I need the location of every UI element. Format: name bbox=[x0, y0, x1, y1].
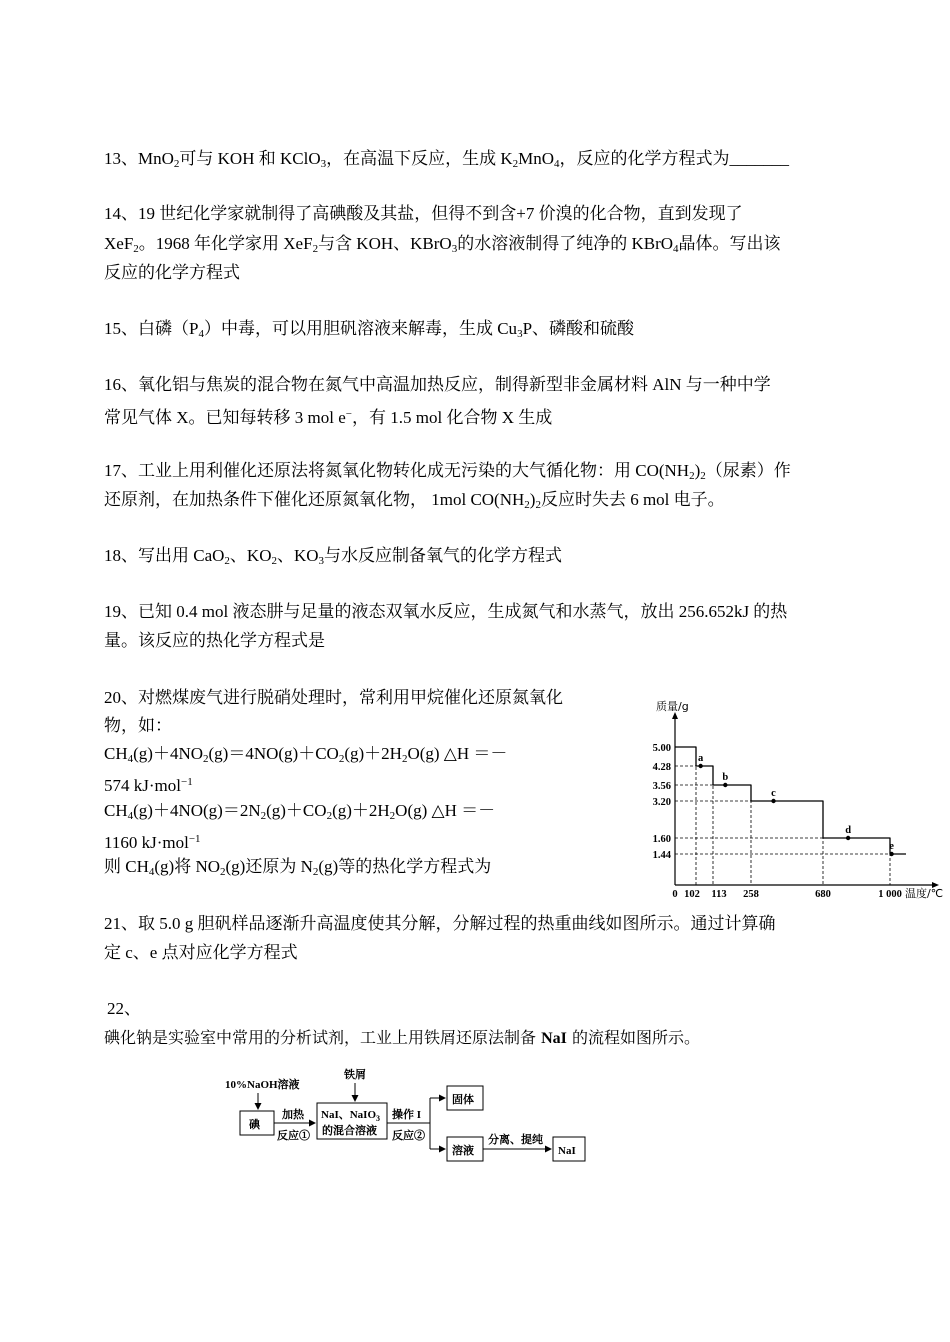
subscript: 2 bbox=[271, 555, 277, 567]
superscript: − bbox=[345, 408, 352, 420]
subscript: 2 bbox=[524, 499, 530, 511]
x-axis-label: 温度/℃ bbox=[905, 887, 944, 900]
data-point bbox=[889, 852, 893, 856]
q14-text: XeF bbox=[104, 234, 134, 253]
q18-text: 、KO bbox=[229, 546, 272, 565]
subscript: 2 bbox=[389, 810, 396, 822]
q21-text: 21、取 5.0 g 胆矾样品逐渐升高温度使其分解，分解过程的热重曲线如图所示。通过计算确 bbox=[104, 914, 776, 933]
point-label: e bbox=[889, 841, 894, 852]
q17-text: 还原剂，在加热条件下催化还原氮氧化物， 1mol CO(NH bbox=[104, 490, 525, 509]
question-14-line-3 bbox=[104, 262, 240, 284]
question-19-line-1 bbox=[104, 601, 787, 623]
subscript: 4 bbox=[148, 866, 155, 878]
question-17-line-2 bbox=[104, 489, 725, 516]
y-tick-label: 5.00 bbox=[652, 743, 671, 754]
nai-label: NaI bbox=[558, 1145, 576, 1157]
q20-text: (g)＋2H bbox=[332, 801, 390, 820]
y-tick-label: 3.56 bbox=[652, 781, 671, 792]
thermogravimetric-chart bbox=[640, 697, 948, 907]
subscript: 3 bbox=[318, 555, 325, 567]
naoh-label: 10%NaOH溶液 bbox=[225, 1079, 300, 1091]
q14-text: 与含 KOH、KBrO bbox=[318, 234, 452, 253]
y-tick-label: 4.28 bbox=[652, 762, 671, 773]
q13-text: ，反应的化学方程式为_______ bbox=[559, 149, 790, 168]
question-14-line-1 bbox=[104, 203, 743, 225]
q15-text: 15、白磷（P bbox=[104, 319, 199, 338]
subscript: 3 bbox=[376, 1114, 381, 1123]
q20-text: (g)＋4NO bbox=[133, 744, 204, 763]
question-19-line-2 bbox=[104, 630, 325, 652]
subscript: 2 bbox=[312, 243, 319, 255]
q20-text: 574 kJ·mol bbox=[104, 776, 181, 795]
y-axis-label: 质量/g bbox=[656, 700, 689, 713]
q16-text: ，有 1.5 mol 化合物 X 生成 bbox=[352, 408, 553, 427]
q14-text: 反应的化学方程式 bbox=[104, 263, 240, 282]
question-14-line-2 bbox=[104, 233, 781, 260]
q20-text: (g)将 NO bbox=[154, 857, 221, 876]
q20-text: 1160 kJ·mol bbox=[104, 833, 189, 852]
q20-text: O(g) △H ＝－ bbox=[395, 801, 496, 820]
chart-marks bbox=[653, 743, 906, 900]
x-tick-label: 1 000 bbox=[878, 889, 902, 900]
subscript: 2 bbox=[203, 753, 209, 765]
question-20-equation-2 bbox=[104, 800, 495, 827]
q19-text: 量。该反应的热化学方程式是 bbox=[104, 631, 325, 650]
question-20-equation-1 bbox=[104, 743, 507, 770]
q20-text: (g)＝4NO(g)＋CO bbox=[208, 744, 339, 763]
q14-text: 晶体。写出该 bbox=[678, 234, 781, 253]
subscript: 2 bbox=[224, 555, 230, 567]
question-17-line-1 bbox=[104, 460, 791, 487]
subscript: 2 bbox=[535, 499, 541, 511]
q17-text: 17、工业上用利催化还原法将氮氧化物转化成无污染的大气循化物：用 CO(NH bbox=[104, 461, 690, 480]
question-15 bbox=[104, 318, 634, 345]
operation-label: 操作 I bbox=[392, 1109, 422, 1121]
q20-text: CH bbox=[104, 744, 128, 763]
subscript: 2 bbox=[401, 753, 408, 765]
subscript: 2 bbox=[133, 243, 139, 255]
q20-text: 物，如： bbox=[104, 716, 172, 735]
question-21-line-1 bbox=[104, 913, 776, 935]
x-tick-label: 102 bbox=[684, 889, 700, 900]
subscript: 2 bbox=[220, 866, 226, 878]
q22-text: 碘化钠是实验室中常用的分析试剂，工业上用铁屑还原法制备 bbox=[104, 1028, 542, 1047]
subscript: 2 bbox=[312, 866, 319, 878]
question-20-line-1 bbox=[104, 687, 563, 709]
superscript: −1 bbox=[180, 776, 193, 788]
superscript: −1 bbox=[188, 833, 201, 845]
subscript: 2 bbox=[338, 753, 345, 765]
y-tick-label: 1.44 bbox=[652, 850, 671, 861]
q13-text: MnO bbox=[518, 149, 555, 168]
x-tick-label: 0 bbox=[672, 889, 678, 900]
x-tick-label: 258 bbox=[743, 889, 759, 900]
reaction-2-label: 反应② bbox=[392, 1130, 425, 1142]
subscript: 4 bbox=[554, 158, 560, 170]
q15-text: P、磷酸和硫酸 bbox=[522, 319, 635, 338]
mixture-label-2: 的混合溶液 bbox=[322, 1125, 377, 1137]
subscript: 4 bbox=[127, 810, 134, 822]
point-label: d bbox=[845, 825, 852, 836]
iron-label: 铁屑 bbox=[344, 1069, 366, 1081]
q20-text: CH bbox=[104, 801, 128, 820]
q20-text: O(g) △H ＝－ bbox=[407, 744, 508, 763]
q13-text: 13、MnO bbox=[104, 149, 174, 168]
point-label: c bbox=[771, 788, 776, 799]
y-tick-label: 3.20 bbox=[652, 797, 671, 808]
q20-text: 20、对燃煤废气进行脱硝处理时，常利用甲烷催化还原氮氧化 bbox=[104, 688, 563, 707]
heat-label: 加热 bbox=[282, 1109, 304, 1121]
q14-text: 14、19 世纪化学家就制得了高碘酸及其盐，但得不到含+7 价溴的化合物，直到发现了 bbox=[104, 204, 743, 223]
subscript: 2 bbox=[260, 810, 267, 822]
data-point bbox=[846, 836, 850, 840]
subscript: 2 bbox=[512, 158, 519, 170]
subscript: 2 bbox=[700, 470, 706, 482]
question-22-number bbox=[107, 998, 141, 1020]
subscript: 2 bbox=[173, 158, 180, 170]
data-point bbox=[723, 783, 727, 787]
subscript: 4 bbox=[127, 753, 134, 765]
q20-text: 则 CH bbox=[104, 857, 149, 876]
nai-process-flowchart bbox=[220, 1063, 600, 1173]
q18-text: 、KO bbox=[276, 546, 319, 565]
q17-text: 反应时失去 6 mol 电子。 bbox=[540, 490, 725, 509]
q14-text: 。1968 年化学家用 XeF bbox=[138, 234, 313, 253]
question-20-question bbox=[104, 856, 491, 883]
q13-text: ，在高温下反应，生成 K bbox=[326, 149, 513, 168]
separate-label: 分离、提纯 bbox=[488, 1134, 543, 1146]
q14-text: 的水溶液制得了纯净的 KBrO bbox=[457, 234, 674, 253]
data-point bbox=[771, 799, 775, 803]
chart-axes bbox=[656, 699, 943, 900]
question-22-line-1 bbox=[104, 1027, 700, 1050]
point-label: a bbox=[698, 753, 704, 764]
q16-text: 常见气体 X。已知每转移 3 mol e bbox=[104, 408, 346, 427]
q20-text: (g)＋4NO(g)＝2N bbox=[133, 801, 261, 820]
x-tick-label: 113 bbox=[711, 889, 727, 900]
q20-text: (g)＋CO bbox=[266, 801, 327, 820]
mixture-label-1 bbox=[321, 1109, 380, 1123]
q22-text: NaI bbox=[541, 1030, 567, 1047]
question-21-line-2 bbox=[104, 942, 298, 964]
q13-text: 可与 KOH 和 KClO bbox=[179, 149, 321, 168]
subscript: 4 bbox=[198, 328, 204, 340]
subscript: 3 bbox=[320, 158, 327, 170]
subscript: 3 bbox=[451, 243, 458, 255]
subscript: 2 bbox=[326, 810, 333, 822]
subscript: 4 bbox=[673, 243, 679, 255]
data-point bbox=[698, 764, 702, 768]
q18-text: 18、写出用 CaO bbox=[104, 546, 225, 565]
mixture-text: NaI、NaIO bbox=[321, 1109, 377, 1121]
q16-text: 16、氧化铝与焦炭的混合物在氮气中高温加热反应，制得新型非金属材料 AlN 与一种中学 bbox=[104, 375, 771, 394]
question-18 bbox=[104, 545, 562, 572]
solution-label: 溶液 bbox=[452, 1145, 474, 1157]
q20-text: (g)＋2H bbox=[344, 744, 402, 763]
q19-text: 19、已知 0.4 mol 液态肼与足量的液态双氧水反应，生成氮气和水蒸气，放出 256.652kJ 的热 bbox=[104, 602, 788, 621]
question-16-line-1 bbox=[104, 374, 771, 396]
q17-text: ) bbox=[529, 490, 536, 509]
subscript: 2 bbox=[689, 470, 695, 482]
question-13 bbox=[104, 148, 789, 175]
q20-text: (g)还原为 N bbox=[225, 857, 313, 876]
q18-text: 与水反应制备氧气的化学方程式 bbox=[324, 546, 563, 565]
point-label: b bbox=[722, 772, 729, 783]
q20-text: (g)等的热化学方程式为 bbox=[318, 857, 492, 876]
reaction-1-label: 反应① bbox=[277, 1130, 310, 1142]
question-20-equation-2-value bbox=[104, 828, 201, 854]
q15-text: ）中毒，可以用胆矾溶液来解毒，生成 Cu bbox=[203, 319, 518, 338]
q21-text: 定 c、e 点对应化学方程式 bbox=[104, 943, 298, 962]
q17-text: （尿素）作 bbox=[705, 461, 791, 480]
y-tick-label: 1.60 bbox=[652, 834, 671, 845]
question-20-equation-1-value bbox=[104, 771, 193, 797]
question-20-line-2 bbox=[104, 715, 172, 737]
subscript: 3 bbox=[517, 328, 523, 340]
solid-label: 固体 bbox=[452, 1094, 474, 1106]
q17-text: ) bbox=[694, 461, 701, 480]
question-16-line-2 bbox=[104, 403, 552, 429]
q22-text: 的流程如图所示。 bbox=[566, 1028, 700, 1047]
iodine-label: 碘 bbox=[249, 1119, 260, 1131]
x-tick-label: 680 bbox=[815, 889, 831, 900]
q22-text: 22、 bbox=[107, 999, 141, 1018]
y-axis-arrow bbox=[672, 712, 678, 719]
